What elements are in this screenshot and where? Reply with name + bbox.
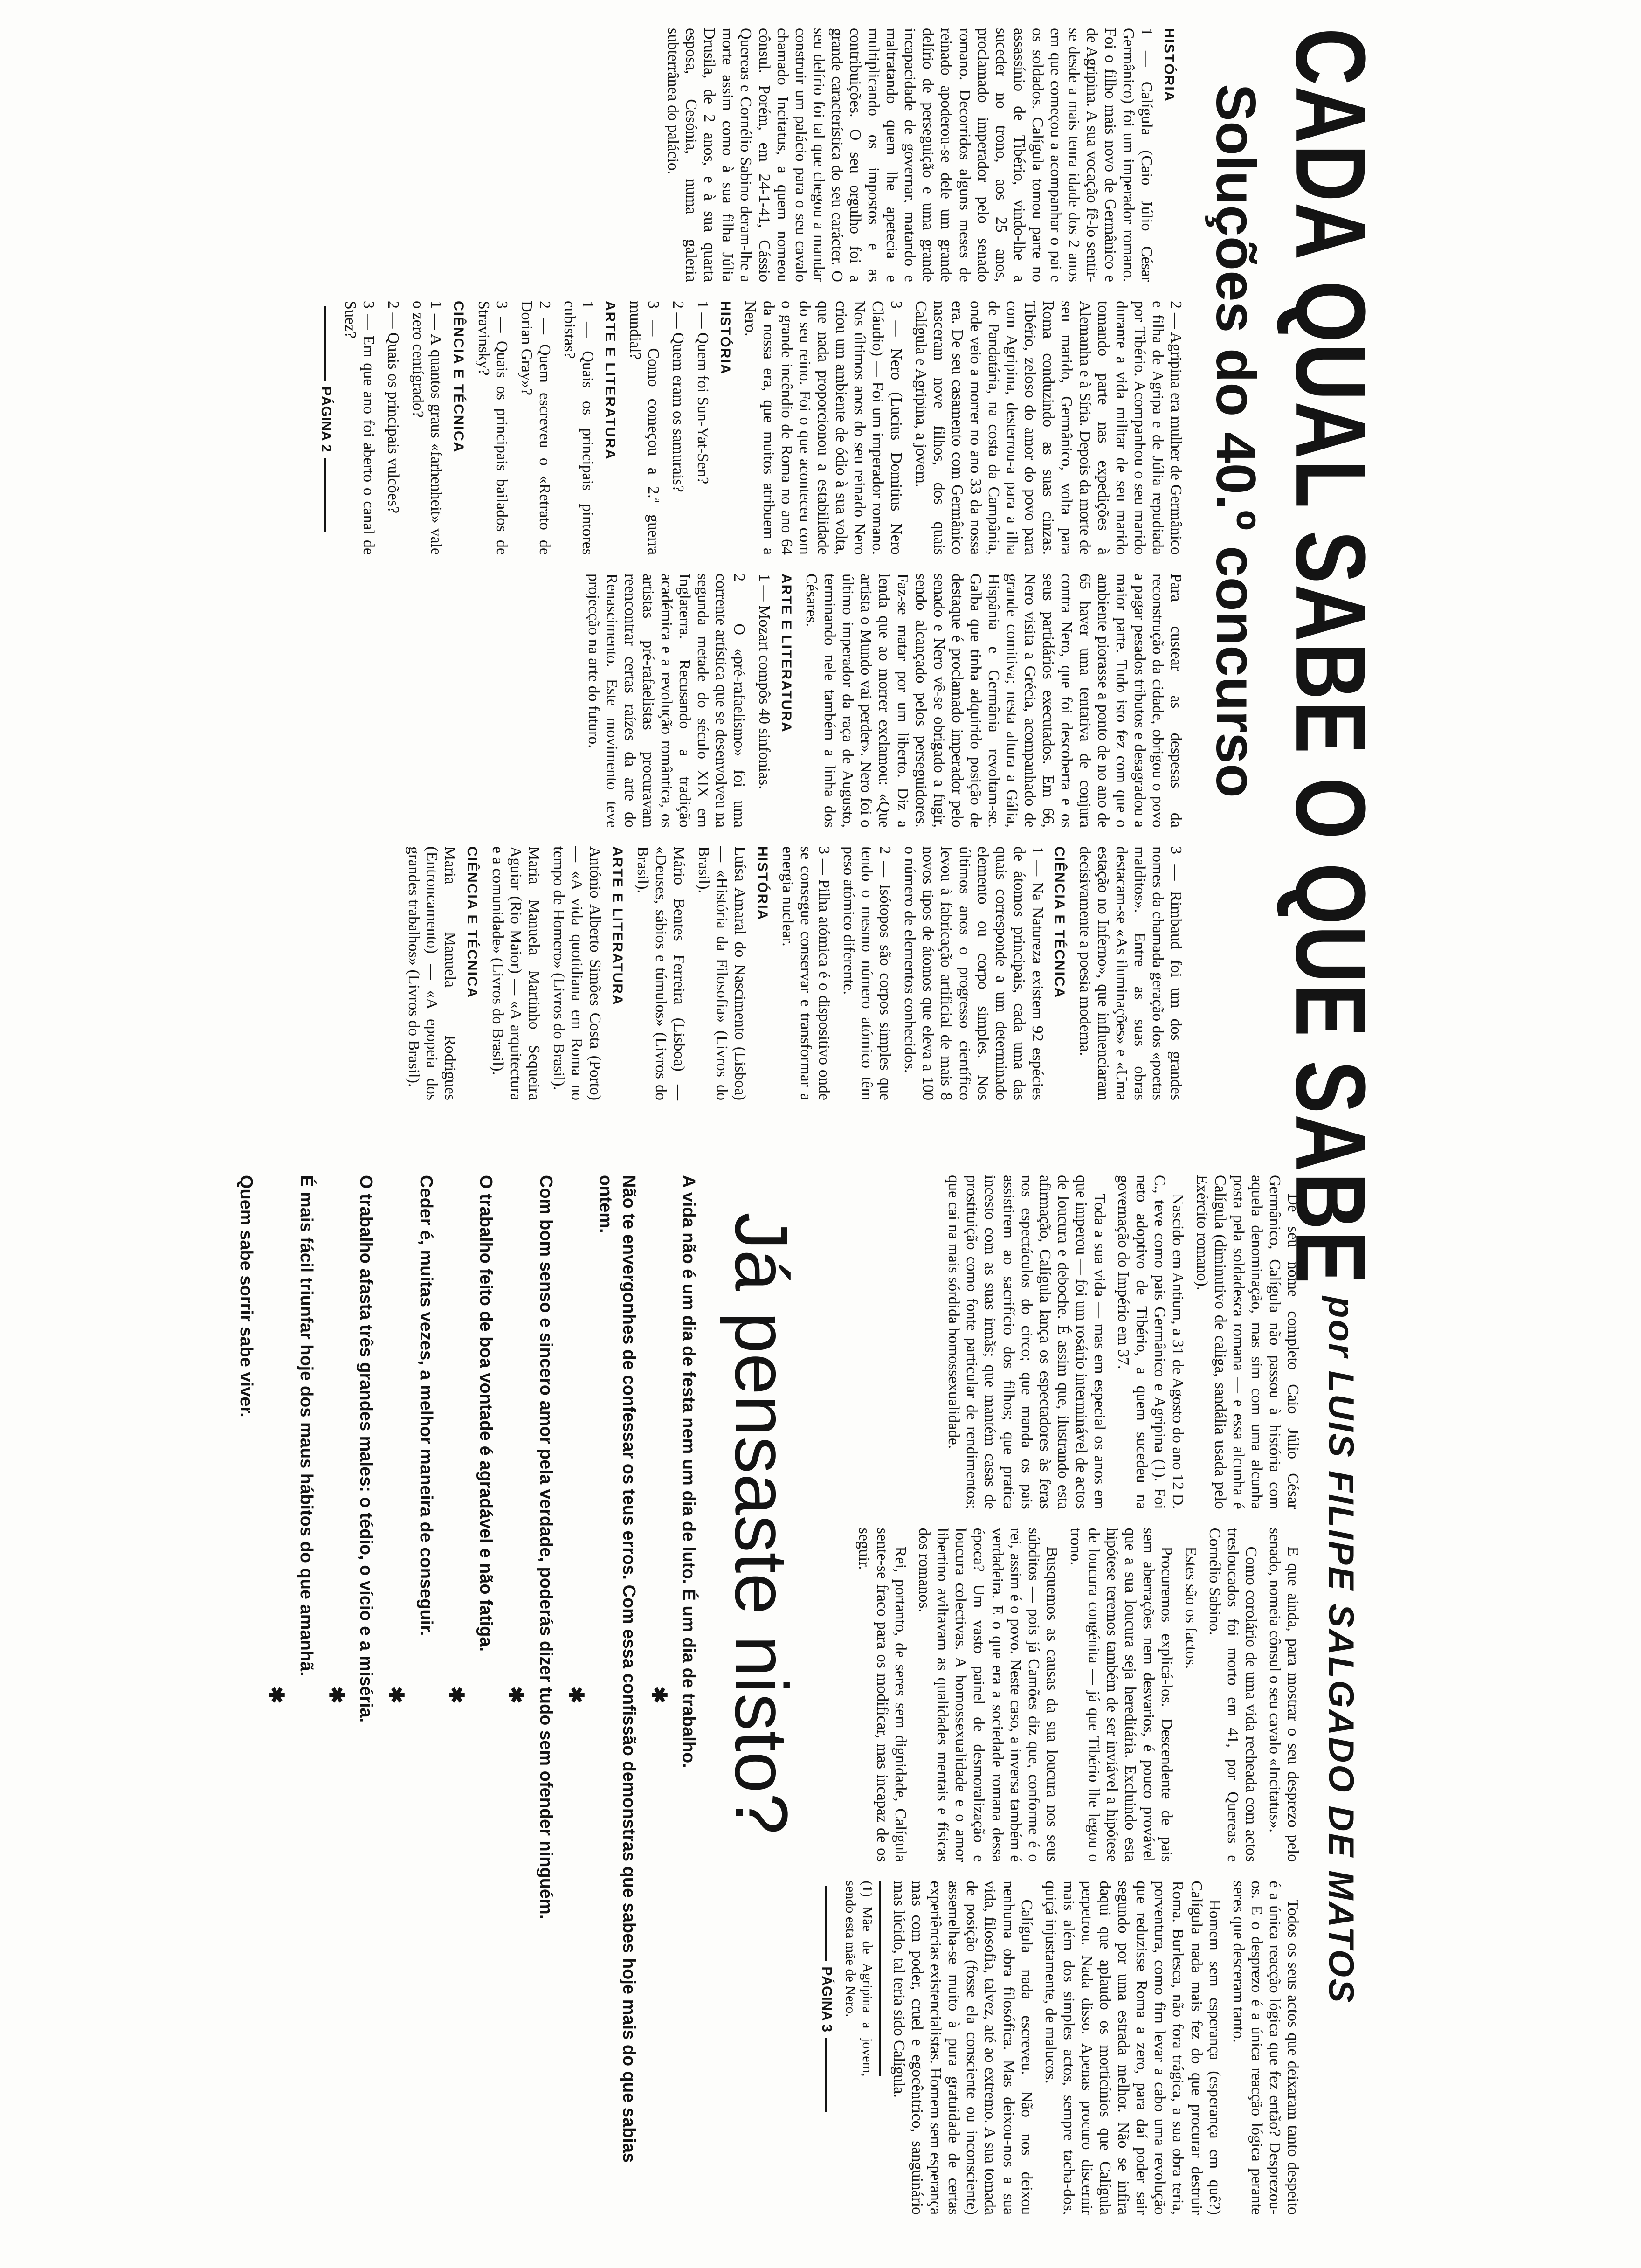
- paragraph: 3 — Pilha atómica é o dispositivo onde se consegue conservar e transformar a energia nuclear.: [779, 846, 833, 1100]
- question: 1 — Quais os principais pintores cubistas?: [561, 301, 597, 555]
- paragraph: Todos os seus actos que deixaram tanto despeito é a única reacção lógica que fez então? Desprezou-os. E o desprezo é a única reacção lógica perante seres que desceram tanto.: [1229, 1881, 1302, 2215]
- maxim: É mais fácil triunfar hoje dos maus hábitos do que amanhã.: [296, 1175, 316, 1676]
- star-icon: ✱: [444, 1686, 468, 1704]
- maxim: Quem sabe sorrir sabe viver.: [236, 1175, 256, 1418]
- section-heading: ARTE E LITERATURA: [602, 301, 618, 460]
- paragraph: Procuremos explicá-los. Descendente de pais sem aberrações nem desvarios, é pouco provável que a sua loucura seja hereditária. Excluindo esta hipótese teremos também de ser inviável a hipótese de loucura congénita — já que Tibério lhe legou o trono.: [1067, 1528, 1176, 1862]
- right-page: [75, 1175, 1361, 2215]
- paragraph: Como corolário de uma vida recheada com actos tresloucados foi morto em 41, por Quereas e Cornélio Sabino.: [1206, 1528, 1260, 1862]
- star-icon: ✱: [504, 1686, 528, 1704]
- star-icon: ✱: [648, 1686, 671, 1704]
- section-heading: HISTÓRIA: [717, 301, 733, 375]
- maxim: Ceder é, muitas vezes, a melhor maneira de conseguir.: [416, 1175, 436, 1636]
- byline: por LUIS FILIPE SALGADO DE MATOS: [1321, 1296, 1361, 2005]
- question: 3 — Como começou a 2.ª guerra mundial?: [626, 301, 662, 555]
- paragraph: 1 — Mozart compôs 40 sinfonias.: [755, 574, 773, 789]
- right-page-columns: [818, 1175, 1302, 2215]
- paragraph: 2 — O «pré-rafaelismo» foi uma corrente artística que se desenvolveu na segunda metade do século XIX em Inglaterra. Recusando a tradição académica e a revolução romântica, os artistas pré-rafaelistas procuravam reencontrar certas raízes da arte do Renascimento. Este movimento teve projecção na arte do futuro.: [585, 574, 748, 828]
- section-heading: CIÊNCIA E TÉCNICA: [464, 846, 480, 999]
- page-number: PÁGINA 3: [819, 1966, 834, 2032]
- paragraph: 2 — Isótopos são corpos simples que tendo o mesmo número atómico têm peso atómico diferente.: [840, 846, 894, 1100]
- left-col-1: [317, 28, 1185, 282]
- left-col-4: [317, 846, 1185, 1100]
- section-heading: HISTÓRIA: [754, 846, 770, 921]
- paragraph: Busquemos as causas da sua loucura nos seus súbditos — pois já Camões diz que, conforme é o rei, assim é o povo. Neste caso, a inversa também é verdadeira. E o que era a sociedade romana dessa época? Um vasto painel de desmoralização e loucura colectivas. A homossexualidade e o amor libertino aviltavam as qualidades mentais e físicas dos romanos.: [916, 1528, 1061, 1862]
- paragraph: Estes são os factos.: [1182, 1546, 1200, 1669]
- paragraph: 1 — Na Natureza existem 92 espécies de átomos principais, cada uma das quais corresponde a um determinado elemento ou corpo simples. Nos últimos anos o progresso científico levou à fabricação artificial de mais 8 novos tipos de átomos que eleva a 100 o número de elementos conhecidos.: [901, 846, 1046, 1100]
- star-icon: ✱: [265, 1686, 288, 1704]
- section-heading: HISTÓRIA: [1161, 28, 1177, 103]
- maxim: Com bom senso e sincero amor pela verdade, poderás dizer tudo sem ofender ninguém.: [536, 1175, 556, 1920]
- star-icon: ✱: [385, 1686, 408, 1704]
- maxim: A vida não é um dia de festa nem um dia de luto. É um dia de trabalho.: [679, 1175, 699, 1768]
- question: 2 — Quem escreveu o «Retrato de Dorian Gray»?: [518, 301, 554, 555]
- maxim: O trabalho feito de boa vontade é agradável e não fatiga.: [476, 1175, 496, 1652]
- article-col-3: [818, 1881, 1302, 2215]
- paragraph: 3 — Nero (Lucius Domitius Nero Cláudio) — Foi um imperador romano. Nos últimos anos do seu reinado Nero criou um ambiente de ódio à sua volta, que nada proporcionou a estabilidade do seu reino. Foi o que aconteceu com o grande incêndio de Roma no ano 64 da nossa era, que muitos atribuem a Nero.: [741, 301, 905, 555]
- section-heading: CIÊNCIA E TÉCNICA: [1052, 846, 1068, 999]
- left-col-3: [317, 574, 1185, 828]
- question: 3 — Em que ano foi aberto o canal de Suez?: [341, 301, 378, 555]
- question: 1 — Quem foi Sun-Yat-Sen?: [694, 301, 712, 484]
- winner: Maria Manuela Martinho Sequeira Aguiar (Rio Maior) — «A arquitectura e a comunidade» (Livros do Brasil).: [489, 846, 543, 1100]
- paragraph: 2 — Agripina era mulher de Germânico e filha de Agripa e de Júlia repudiada por Tibério. Acompanhou o seu marido durante a vida militar de seu marido tomando parte nas expedições à Alemanha e à Síria. Depois da morte de seu marido, Germânico, volta para Roma conduzindo as suas cinzas. Tibério, zeloso do amor do povo para com Agripina, desterrou-a para a ilha de Pandatária, na costa da Campânia, onde veio a morrer no ano 33 da nossa era. De seu casamento com Germânico nasceram nove filhos, dos quais Calígula e Agripina, a jovem.: [912, 301, 1185, 555]
- page-footer: [818, 1881, 834, 2215]
- article-col-1: [818, 1175, 1302, 1509]
- section-heading: ARTE E LITERATURA: [779, 574, 794, 733]
- left-page-columns: [317, 28, 1185, 1100]
- paragraph: E que ainda, para mostrar o seu desprezo pelo senado, nomeia cônsul o seu cavalo «Incitatus».: [1266, 1528, 1302, 1862]
- footnote: (1) Mãe de Agripina a jovem, sendo esta mãe de Nero.: [842, 1881, 881, 2076]
- star-icon: ✱: [565, 1686, 588, 1704]
- page-number: PÁGINA 2: [318, 387, 334, 452]
- left-page: [75, 28, 1386, 1285]
- maxim: Não te envergonhes de confessar os teus erros. Com essa confissão demonstras que sabes hoje mais do que sabias ontem.: [596, 1175, 639, 2163]
- paragraph: 1 — Calígula (Caio Júlio César Germânico) foi um imperador romano. Foi o filho mais novo de Germânico e de Agripina. A sua vocação fê-lo sentir-se desde a mais tenra idade dos 2 anos em que começou a acompanhar o pai e os soldados. Calígula tomou parte no assassínio de Tibério, vindo-lhe a suceder no trono, aos 25 anos, proclamado imperador pelo senado romano. Decorridos alguns meses de reinado apoderou-se dele um grande delírio de perseguição e uma grande incapacidade de governar, matando e maltratando quem lhe apetecia e multiplicando os impostos e as contribuições. O seu orgulho foi a grande característica do seu carácter. O seu delírio foi tal que chegou a mandar construir um palácio para o seu cavalo chamado Incitatus, a quem nomeou cônsul. Porém, em 24-1-41, Cássio Quereas e Cornélio Sabino deram-lhe a morte assim como à sua filha Júlia Drusila, de 2 anos, e à sua quarta esposa, Cesónia, numa galeria subterrânea do palácio.: [664, 28, 1156, 282]
- box-title: Já pensaste nisto?: [720, 1212, 804, 1835]
- article-col-2: [818, 1528, 1302, 1862]
- paragraph: De seu nome completo Caio Júlio César Germânico, Calígula não passou à história com aquela denominação, mas sim com uma alcunha posta pela soldadesca romana — e essa alcunha é Calígula (diminutivo de caliga, sandália usada pelo Exército romano).: [1193, 1175, 1302, 1509]
- paragraph: 3 — Rimbaud foi um dos grandes nomes da chamada geração dos «poetas malditos». Entre as suas obras destacam-se «As iluminações» e «Uma estação no Inferno», que influenciaram decisivamente a poesia moderna.: [1076, 846, 1185, 1100]
- page-footer: [317, 301, 334, 555]
- paragraph: Homem sem esperança (esperança em quê?) Calígula nada mais fez do que procurar destruir Roma. Burlesca, não fora trágica, a sua obra teria, porventura, como fim levar a cabo uma revolução que reduzisse Roma a zero, para daí poder sair segundo por uma estrada melhor. Não se infira daqui que aplaudo os morticínios que Calígula perpetrou. Nada disso. Apenas procuro discernir mais além dos simples actos, sempre tacha-dos, quiçá injustamente, de malucos.: [1041, 1881, 1223, 2215]
- paragraph: Rei, portanto, de seres sem dignidade, Calígula sente-se fraco para os modificar, mas incapaz de os seguir.: [855, 1528, 910, 1862]
- subhead: Soluções do 40.º concurso: [1205, 84, 1267, 798]
- question: 1 — A quantos graus «farhenheit» vale o zero centígrado?: [409, 301, 445, 555]
- winner: Maria Manuela Rodrigues (Entroncamento) — «A epopeia dos grandes trabalhos» (Livros do Brasil).: [405, 846, 459, 1100]
- section-heading: ARTE E LITERATURA: [609, 846, 625, 1006]
- paragraph: Calígula nada escreveu. Não nos deixou nenhuma obra filosófica. Mas deixou-nos a sua vida, filosofia, talvez, até ao extremo. A sua tomada de posição (fosse ela consciente ou inconsciente) assemelha-se muito à pura gratuidade de certas experiências existencialistas. Homem sem esperança mas com poder, cruel e egocêntrico, sanguinário mas lúcido, tal teria sido Calígula.: [890, 1881, 1035, 2215]
- paragraph: Para custear as despesas da reconstrução da cidade, obrigou o povo a pagar pesados tributos e desagradou a maior parte. Tudo isto fez com que o ambiente piorasse a ponto de no ano de 65 haver uma tentativa de conjura contra Nero, que foi descoberta e os seus partidários executados. Em 66, Nero visita a Grécia, acompanhado de grande comitiva; nesta altura a Gália, Hispânia e Germânia revoltam-se. Galba que tinha adquirido posição de destaque é proclamado imperador pelo senado e Nero vê-se obrigado a fugir, sendo alcançado pelos perseguidores. Faz-se matar por um liberto. Diz a lenda que ao morrer exclamou: «Que artista o Mundo vai perder». Nero foi o último imperador da raça de Augusto, terminando nele também a linha dos Césares.: [803, 574, 1185, 828]
- maxim: O trabalho afasta três grandes males: o tédio, o vício e a miséria.: [356, 1175, 376, 1723]
- left-col-2: [317, 301, 1185, 555]
- star-icon: ✱: [324, 1686, 348, 1704]
- question: 2 — Quais os principais vulcões?: [385, 301, 402, 514]
- maxims-box: [234, 1175, 700, 2215]
- paragraph: Nascido em Antium, a 31 de Agosto do ano 12 D. C., teve como pais Germânico e Agripina (1). Foi neto adoptivo de Tibério, a quem sucedeu na governação do Império em 37.: [1115, 1175, 1187, 1509]
- winner: Luísa Amaral do Nascimento (Lisboa) — «História da Filosofia» (Livros do Brasil).: [695, 846, 749, 1100]
- winner: Mário Bentes Ferreira (Lisboa) — «Deuses, sábios e túmulos» (Livros do Brasil).: [634, 846, 688, 1100]
- paragraph: Toda a sua vida — mas em especial os anos em que imperou — foi um rosário interminável de actos de loucura e deboche. É assim que, ilustrando esta afirmação, Calígula lança os espectadores às feras nos espectáculos do circo; que manda os pais assistirem ao sacrifício dos filhos; que pratica incesto com as suas irmãs; que mantém casas de prostituição como fonte particular de rendimentos; que cai na mais sórdida homossexualidade.: [945, 1175, 1109, 1509]
- question: 3 — Quais os principais bailados de Stravinsky?: [475, 301, 510, 555]
- headline: CADA QUAL SABE O QUE SABE: [1275, 28, 1386, 1285]
- section-heading: CIÊNCIA E TÉCNICA: [450, 301, 466, 453]
- winner: António Alberto Simões Costa (Porto) — «A vida quotidiana em Roma no tempo de Homero» (Livros do Brasil).: [550, 846, 604, 1100]
- question: 2 — Quem eram os samurais?: [669, 301, 687, 492]
